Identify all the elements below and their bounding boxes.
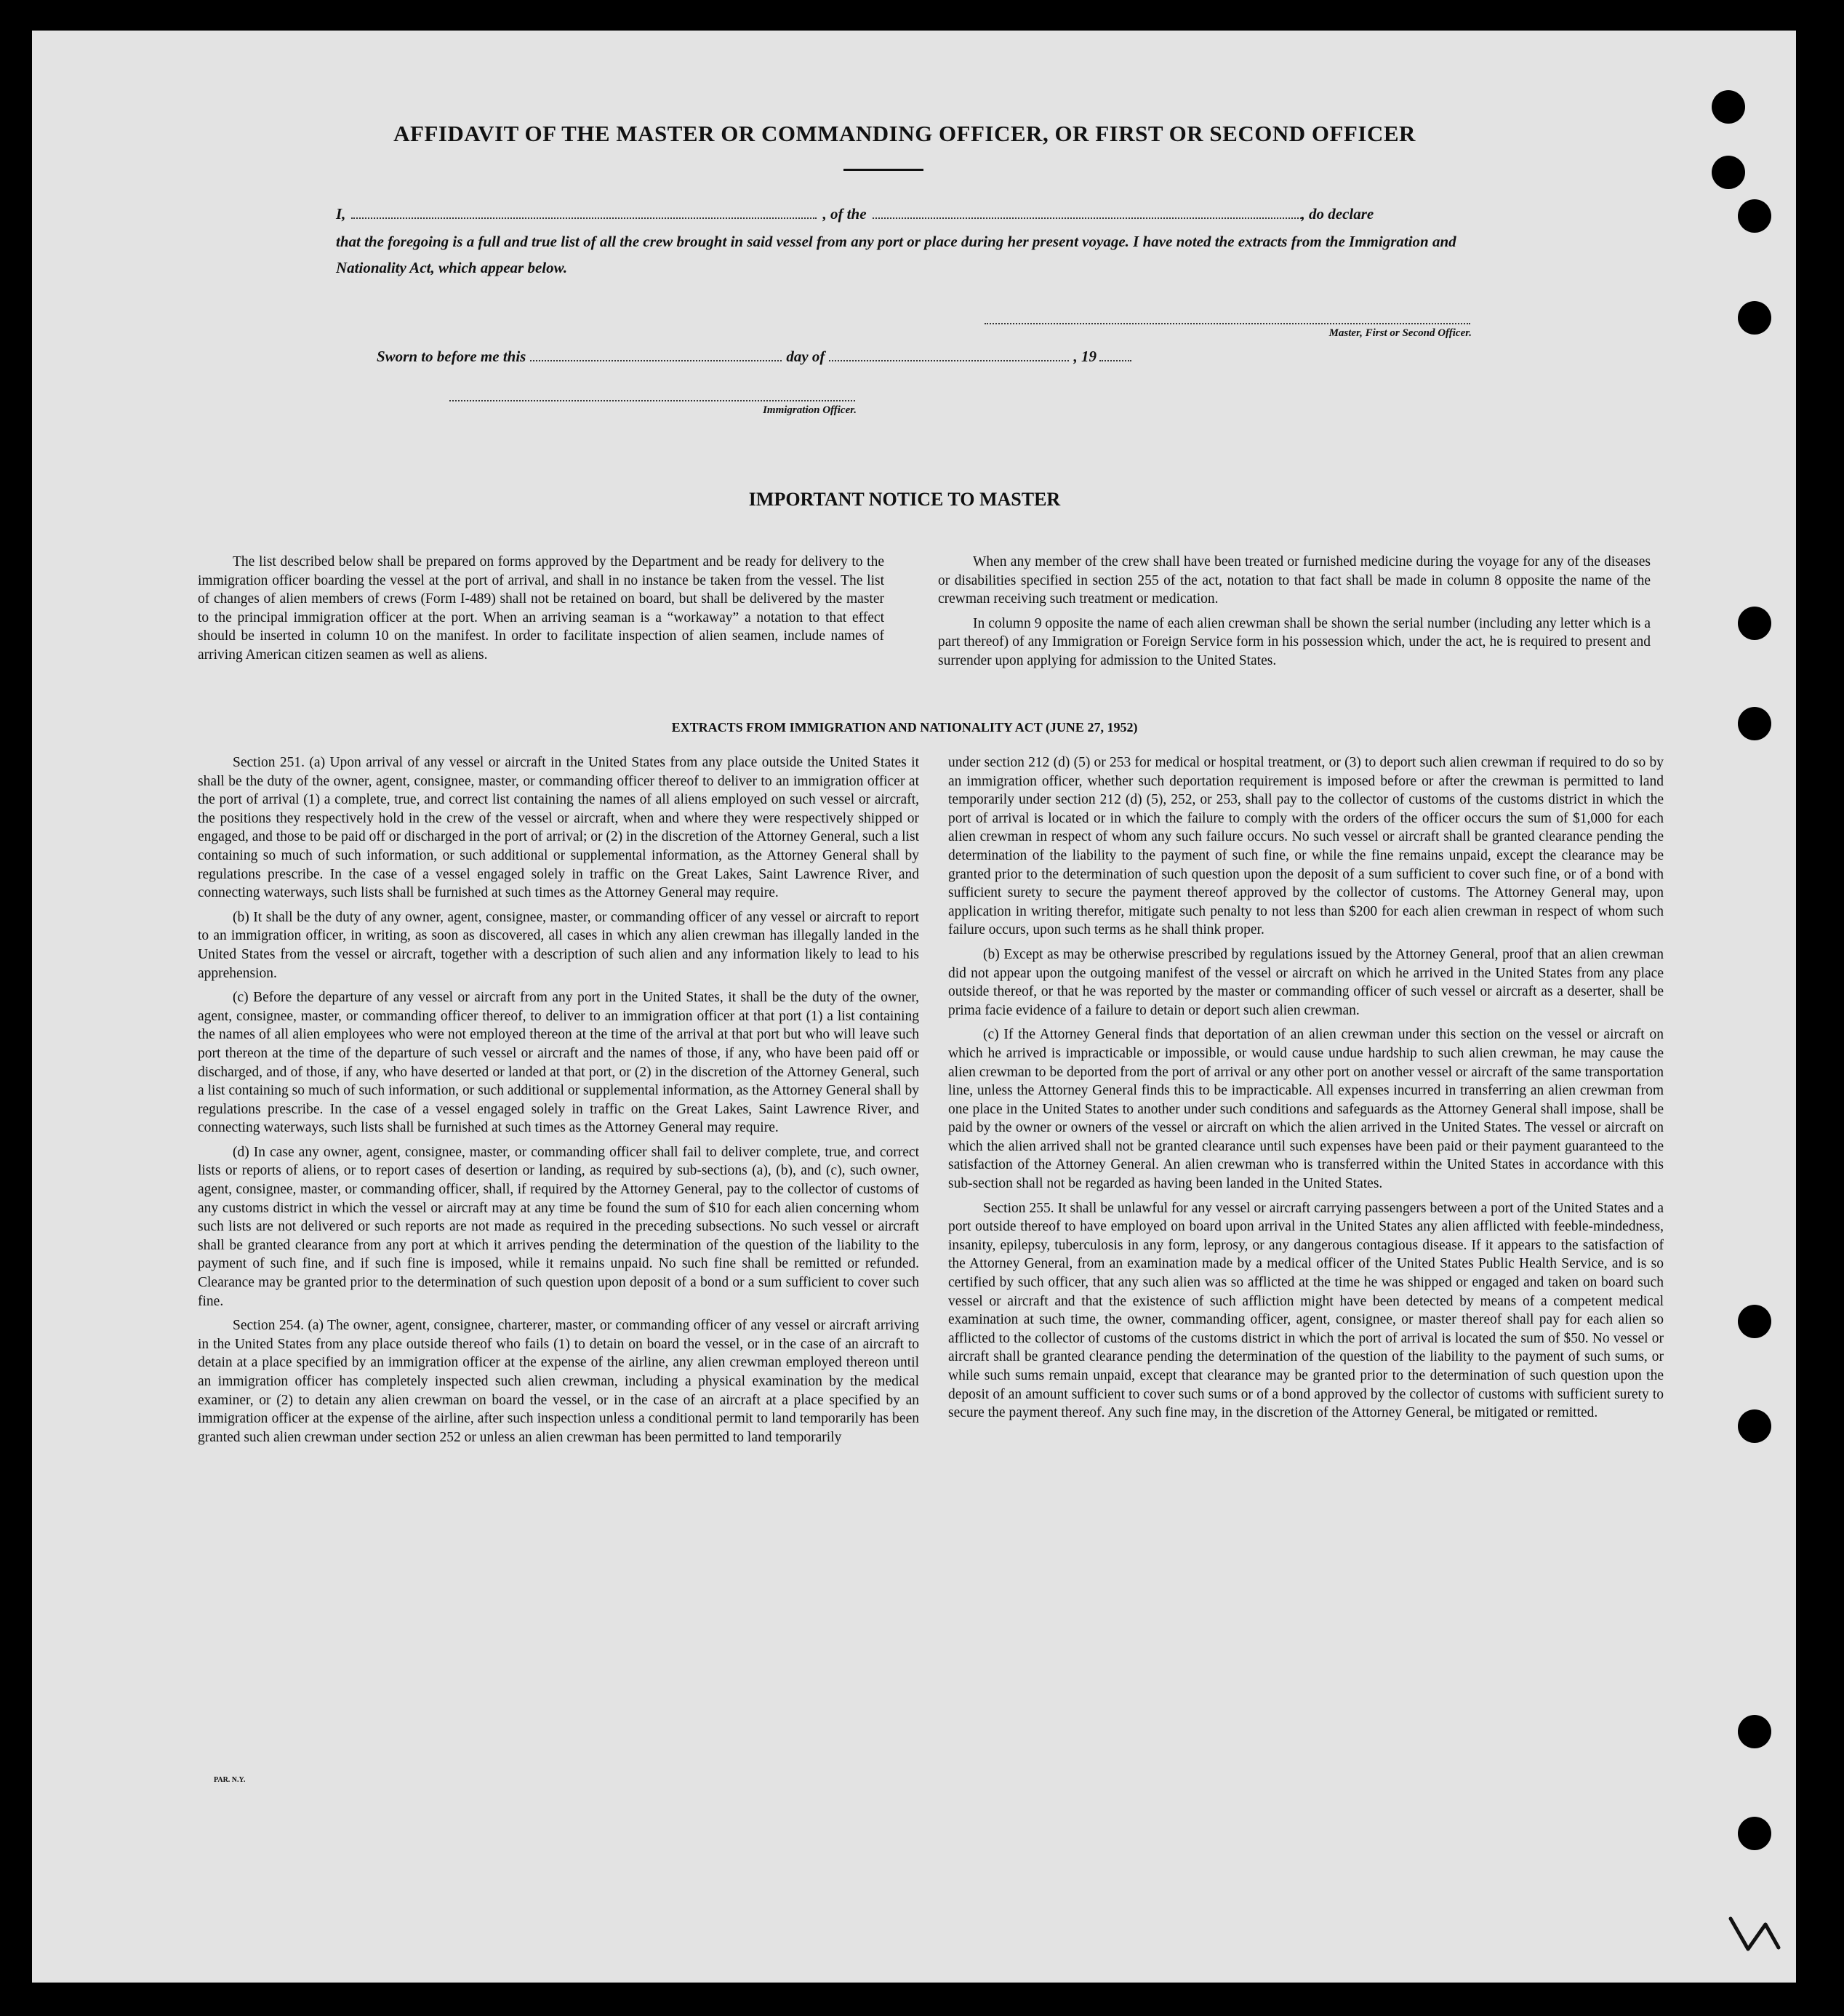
day-of-label: day of: [786, 348, 825, 365]
notice-left-column: [198, 553, 884, 671]
sworn-month-field[interactable]: [829, 360, 1069, 361]
notice-paragraph: When any member of the crew shall have been treated or furnished medicine during the voyage for any of the diseases or disabilities specified in section 255 of the act, notation to that fact shall be made in column 8 opposite the name of the crewman receiving such treatment or medication.: [938, 554, 1651, 607]
section-paragraph: Section 251. (a) Upon arrival of any vessel or aircraft in the United States from any place outside the United States it shall be the duty of the owner, agent, consignee, master, or commanding officer thereof to deliver to an immigration officer at the port of arrival (1) a complete, true, and correct list containing the names of all aliens employed on such vessel or aircraft, the positions they respectively hold in the crew of the vessel or aircraft, when and where they were respectively shipped or engaged, and those to be paid off or discharged in the port of arrival; or (2) in the discretion of the Attorney General, such a list containing so much of such information, or such additional or supplemental information, as the Attorney General shall by regulations prescribe. In the case of a vessel engaged solely in traffic on the Great Lakes, Saint Lawrence River, and connecting waterways, such lists shall be furnished at such times as the Attorney General may require.: [198, 755, 919, 901]
sworn-row: [377, 348, 1249, 366]
immigration-officer-label: Immigration Officer.: [763, 404, 857, 416]
immigration-officer-signature-line[interactable]: [449, 400, 855, 401]
i-label: I,: [336, 205, 346, 223]
vessel-name-field[interactable]: [873, 217, 1302, 219]
section-paragraph: Section 255. It shall be unlawful for any vessel or aircraft carrying passengers between a port of the United States and a port outside thereof to have employed on board upon arrival in the United States any alien afflicted with feeble-mindedness, insanity, epilepsy, tuberculosis in any form, leprosy, or any dangerous contagious disease. If it appears to the satisfaction of the Attorney General, from an examination made by a medical officer of the United States Public Health Service, and is so certified by such officer, that any such alien was so afflicted at the time he was shipped or engaged and taken on board such vessel or aircraft and that the existence of such affliction might have been detected by means of a competent medical examination at such time, the owner, commanding officer, agent, consignee, or master thereof shall pay for each alien so afflicted to the collector of customs of the customs district in which the port of arrival is located the sum of $50. No vessel or aircraft shall be granted clearance pending the determination of the question of the liability to the payment of such sums, or while such sums remain unpaid, except that clearance may be granted prior to the determination of such question upon the deposit of an amount sufficient to cover such sums or of a bond approved by the collector of customs with sufficient surety to secure the payment thereof. Any such fine may, in the discretion of the Attorney General, be mitigated or remitted.: [948, 1200, 1664, 1421]
sworn-year-field[interactable]: [1099, 360, 1131, 361]
notice-paragraph: The list described below shall be prepared on forms approved by the Department and be ready for delivery to the immigration officer boarding the vessel at the port of arrival, and shall in no instance be taken from the vessel. The list of changes of alien members of crews (Form I-489) shall not be retained on board, but shall be delivered by the master to the principal immigration officer at the port. When an arriving seaman is a “workaway” a notation to that effect should be inserted in column 10 on the manifest. In order to facilitate inspection of alien seamen, include names of arriving American citizen seamen as well as aliens.: [198, 554, 884, 663]
punch-hole: [1738, 1817, 1771, 1850]
handwritten-mark-icon: [1726, 1907, 1784, 1965]
section-paragraph: under section 212 (d) (5) or 253 for medical or hospital treatment, or (3) to deport such alien crewman if required to do so by an immigration officer, whether such deportation requirement is imposed before or after the crewman is permitted to land temporarily under section 212 (d) (5), 252, or 253, shall pay to the collector of customs of the customs district in which the port of arrival is located or in which the failure to comply with the orders of the officer occurs the sum of $1,000 for each alien crewman in respect of whom any such failure occurs. No such vessel or aircraft shall be granted clearance pending the determination of the liability to the payment of such fine, or while the fine remains unpaid, except the clearance may be granted prior to the determination of such question upon the deposit of a sum sufficient to cover such fine, or of a bond with sufficient surety to secure the payment thereof approved by the collector of customs. The Attorney General may, upon application in writing therefor, mitigate such penalty to not less than $200 for each alien crewman in respect of whom such failure occurs, upon such terms as he shall think proper.: [948, 755, 1664, 938]
declarant-name-field[interactable]: [351, 217, 817, 219]
section-paragraph: Section 254. (a) The owner, agent, consignee, charterer, master, or commanding officer of any vessel or aircraft arriving in the United States from any place outside thereof who fails (1) to detain on board the vessel, or in the case of an aircraft to detain at a place specified by an immigration officer at the expense of the airline, any alien crewman employed thereon until an immigration officer has completely inspected such alien crewman, including a physical examination by the medical examiner, or (2) to detain any alien crewman on board the vessel, or in the case of an aircraft at a place specified by an immigration officer at the expense of the airline, after such inspection unless a conditional permit to land temporarily has been granted such alien crewman under section 252 or unless an alien crewman has been permitted to land temporarily: [198, 1318, 919, 1445]
punch-hole: [1738, 199, 1771, 233]
punch-hole: [1712, 156, 1745, 189]
section-paragraph: (d) In case any owner, agent, consignee, master, or commanding officer shall fail to deliver complete, true, and correct lists or reports of aliens, or to report cases of desertion or landing, as required by sub-sections (a), (b), and (c), such owner, agent, consignee, master, or commanding officer, shall, if required by the Attorney General, pay to the collector of customs of any customs district in which the vessel or aircraft may at any time be found the sum of $10 for each alien concerning whom such lists are not delivered or such reports are not made as required in the preceding subsections. No such vessel or aircraft shall be granted clearance from any port at which it arrives pending the determination of the question of the liability to the payment of such fine, and if such fine is imposed, while it remains unpaid. No such fine shall be remitted or refunded. Clearance may be granted prior to the determination of such question upon deposit of a bond or a sum sufficient to cover such fine.: [198, 1144, 919, 1309]
printer-mark: PAR. N.Y.: [214, 1776, 246, 1784]
punch-hole: [1738, 707, 1771, 740]
of-the-label: , of the: [822, 205, 867, 223]
title-underline: [843, 169, 923, 171]
year-label: , 19: [1073, 348, 1097, 365]
do-declare-label: , do declare: [1301, 205, 1374, 223]
punch-hole: [1738, 301, 1771, 335]
declaration-fill-row: [336, 205, 1470, 223]
document-page: [32, 31, 1796, 1983]
declaration-text: that the foregoing is a full and true list of all the crew brought in said vessel from any port or place during her present voyage. I have noted the extracts from the Immigration and Nationality Act, which appear below.: [336, 233, 1456, 276]
extracts-left-column: [198, 753, 919, 1452]
section-paragraph: (c) If the Attorney General finds that deportation of an alien crewman under this section on the vessel or aircraft on which he arrived is impracticable or impossible, or would cause undue hardship to such alien crewman, he may cause the alien crewman to be deported from the port of arrival or any other port on another vessel or aircraft of the same transportation line, unless the Attorney General finds this to be impracticable. All expenses incurred in transferring an alien crewman from one place in the United States to another under such conditions and safeguards as the Attorney General shall impose, shall be paid by the owner or owners of the vessel or aircraft on which the alien arrived in the United States. The vessel or aircraft on which the alien arrived shall not be granted clearance until such expenses have been paid or their payment guaranteed to the satisfaction of the Attorney General. An alien crewman who is transferred within the United States in accordance with this sub-section shall not be regarded as having been landed in the United States.: [948, 1027, 1664, 1192]
punch-hole: [1738, 1715, 1771, 1748]
extracts-right-column: [948, 753, 1664, 1428]
section-paragraph: (c) Before the departure of any vessel or aircraft from any port in the United States, it shall be the duty of the owner, agent, consignee, master, or commanding officer thereof, to deliver to an immigration officer at that port (1) a list containing the names of all alien employees who were not employed thereon at the time of the arrival at that port but who will leave such port thereon at the time of the departure of such vessel or aircraft and the names of those, if any, who have been paid off or discharged, and of those, if any, who have deserted or landed at that port, or (2) in the discretion of the Attorney General, such a list containing so much of such information, or such additional or supplemental information, as the Attorney General shall by regulations prescribe. In the case of a vessel engaged solely in traffic on the Great Lakes, Saint Lawrence River, and connecting waterways, such lists shall be furnished at such times as the Attorney General may require.: [198, 990, 919, 1136]
master-signature-line[interactable]: [985, 323, 1470, 324]
sworn-day-field[interactable]: [530, 360, 782, 361]
notice-right-column: [938, 553, 1651, 676]
master-signature-label: Master, First or Second Officer.: [1328, 327, 1472, 339]
section-paragraph: (b) It shall be the duty of any owner, agent, consignee, master, or commanding officer of any vessel or aircraft to report to an immigration officer, in writing, as soon as discovered, all cases in which any alien crewman has illegally landed in the United States from the vessel or aircraft, together with a description of such alien and any information likely to lead to his apprehension.: [198, 909, 919, 981]
sworn-label: Sworn to before me this: [377, 348, 526, 365]
extracts-title: EXTRACTS FROM IMMIGRATION AND NATIONALITY ACT (JUNE 27, 1952): [671, 720, 1138, 735]
punch-hole: [1712, 90, 1745, 124]
notice-title: IMPORTANT NOTICE TO MASTER: [748, 489, 1061, 510]
section-paragraph: (b) Except as may be otherwise prescribed by regulations issued by the Attorney General, proof that an alien crewman did not appear upon the outgoing manifest of the vessel or aircraft on which he arrived in the United States from any place outside thereof, or that he was reported by the master or commanding officer of such vessel or aircraft as a deserter, shall be prima facie evidence of a failure to detain or deport such alien crewman.: [948, 946, 1664, 1018]
punch-hole: [1738, 1305, 1771, 1338]
punch-hole: [1738, 607, 1771, 640]
punch-hole: [1738, 1409, 1771, 1443]
notice-paragraph: In column 9 opposite the name of each alien crewman shall be shown the serial number (including any letter which is a part thereof) of any Immigration or Foreign Service form in his possession which, under the act, he is required to present and surrender upon applying for admission to the United States.: [938, 615, 1651, 668]
affidavit-title: AFFIDAVIT OF THE MASTER OR COMMANDING OFFICER, OR FIRST OR SECOND OFFICER: [393, 121, 1416, 146]
